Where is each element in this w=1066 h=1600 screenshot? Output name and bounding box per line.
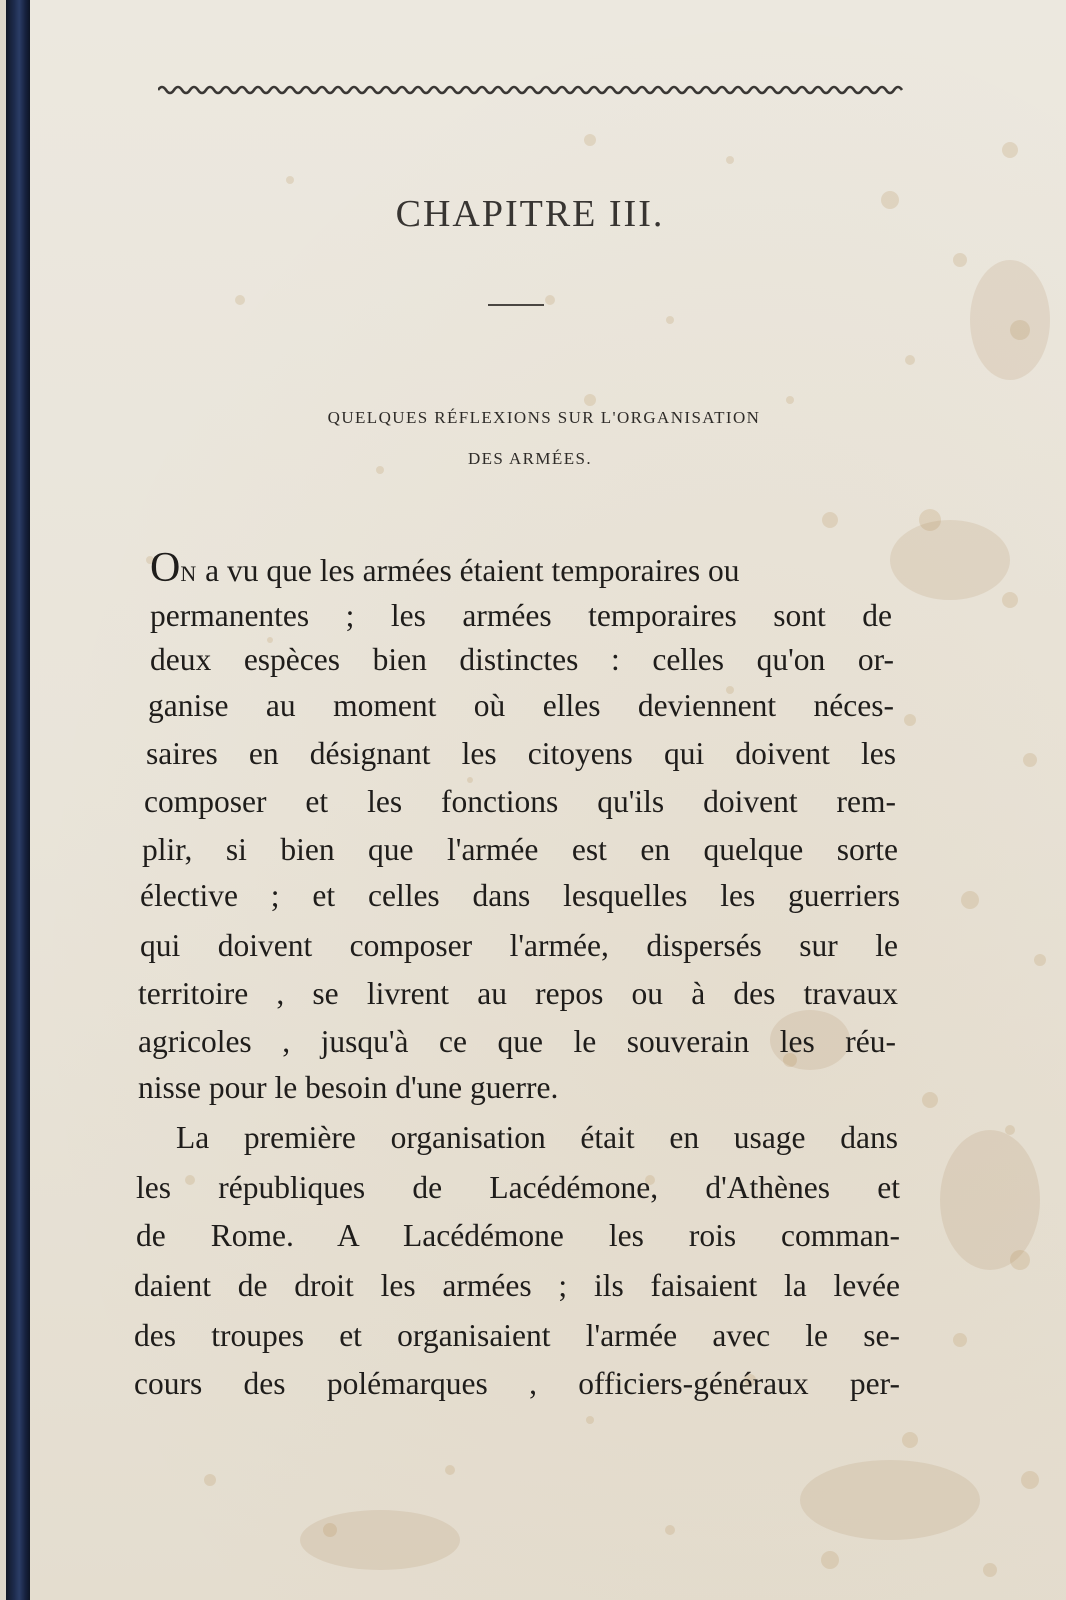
paragraph-1-line: agricoles , jusqu'à ce que le souverain les réu- [138, 1024, 896, 1059]
paragraph-2-line: des troupes et organisaient l'armée avec le se- [134, 1318, 900, 1353]
paragraph-1-line: saires en désignant les citoyens qui doivent les [146, 736, 896, 771]
paragraph-1-first-line [150, 545, 894, 591]
book-binding-edge [0, 0, 30, 1600]
paragraph-1-last-line: nisse pour le besoin d'une guerre. [138, 1070, 559, 1105]
paragraph-1-line: ganise au moment où elles deviennent néces- [148, 688, 894, 723]
chapter-subtitle-line-2: DES ARMÉES. [467, 449, 593, 468]
paragraph-1-line: deux espèces bien distinctes : celles qu'on or- [150, 642, 894, 677]
paragraph-1-line: qui doivent composer l'armée, dispersés sur le [140, 928, 898, 963]
paragraph-1-line: plir, si bien que l'armée est en quelque sorte [142, 832, 898, 867]
title-divider [488, 304, 544, 306]
paragraph-1-line: permanentes ; les armées temporaires sont de [150, 598, 892, 633]
paragraph-2-line: les républiques de Lacédémone, d'Athènes et [136, 1170, 900, 1205]
binding-cloth [6, 0, 30, 1600]
paragraph-1-line: territoire , se livrent au repos ou à des travaux [138, 976, 898, 1011]
book-page [30, 0, 1066, 1600]
drop-cap: O [150, 545, 181, 591]
paragraph-1-line: élective ; et celles dans lesquelles les guerriers [140, 878, 900, 913]
paragraph-2-line: de Rome. A Lacédémone les rois comman- [136, 1218, 900, 1253]
ornament-rule [158, 84, 906, 96]
paragraph-2-line: daient de droit les armées ; ils faisaient la levée [134, 1268, 900, 1303]
chapter-title: CHAPITRE III. [395, 193, 665, 235]
first-line-rest: a vu que les armées étaient temporaires ou [205, 553, 740, 588]
paragraph-1-line: composer et les fonctions qu'ils doivent rem- [144, 784, 896, 819]
paragraph-2-line: La première organisation était en usage dans [176, 1120, 898, 1155]
first-word-rest: N [180, 561, 198, 586]
chapter-subtitle-line-1: QUELQUES RÉFLEXIONS SUR L'ORGANISATION [327, 408, 761, 427]
paragraph-2-line: cours des polémarques , officiers-généraux per- [134, 1366, 900, 1401]
